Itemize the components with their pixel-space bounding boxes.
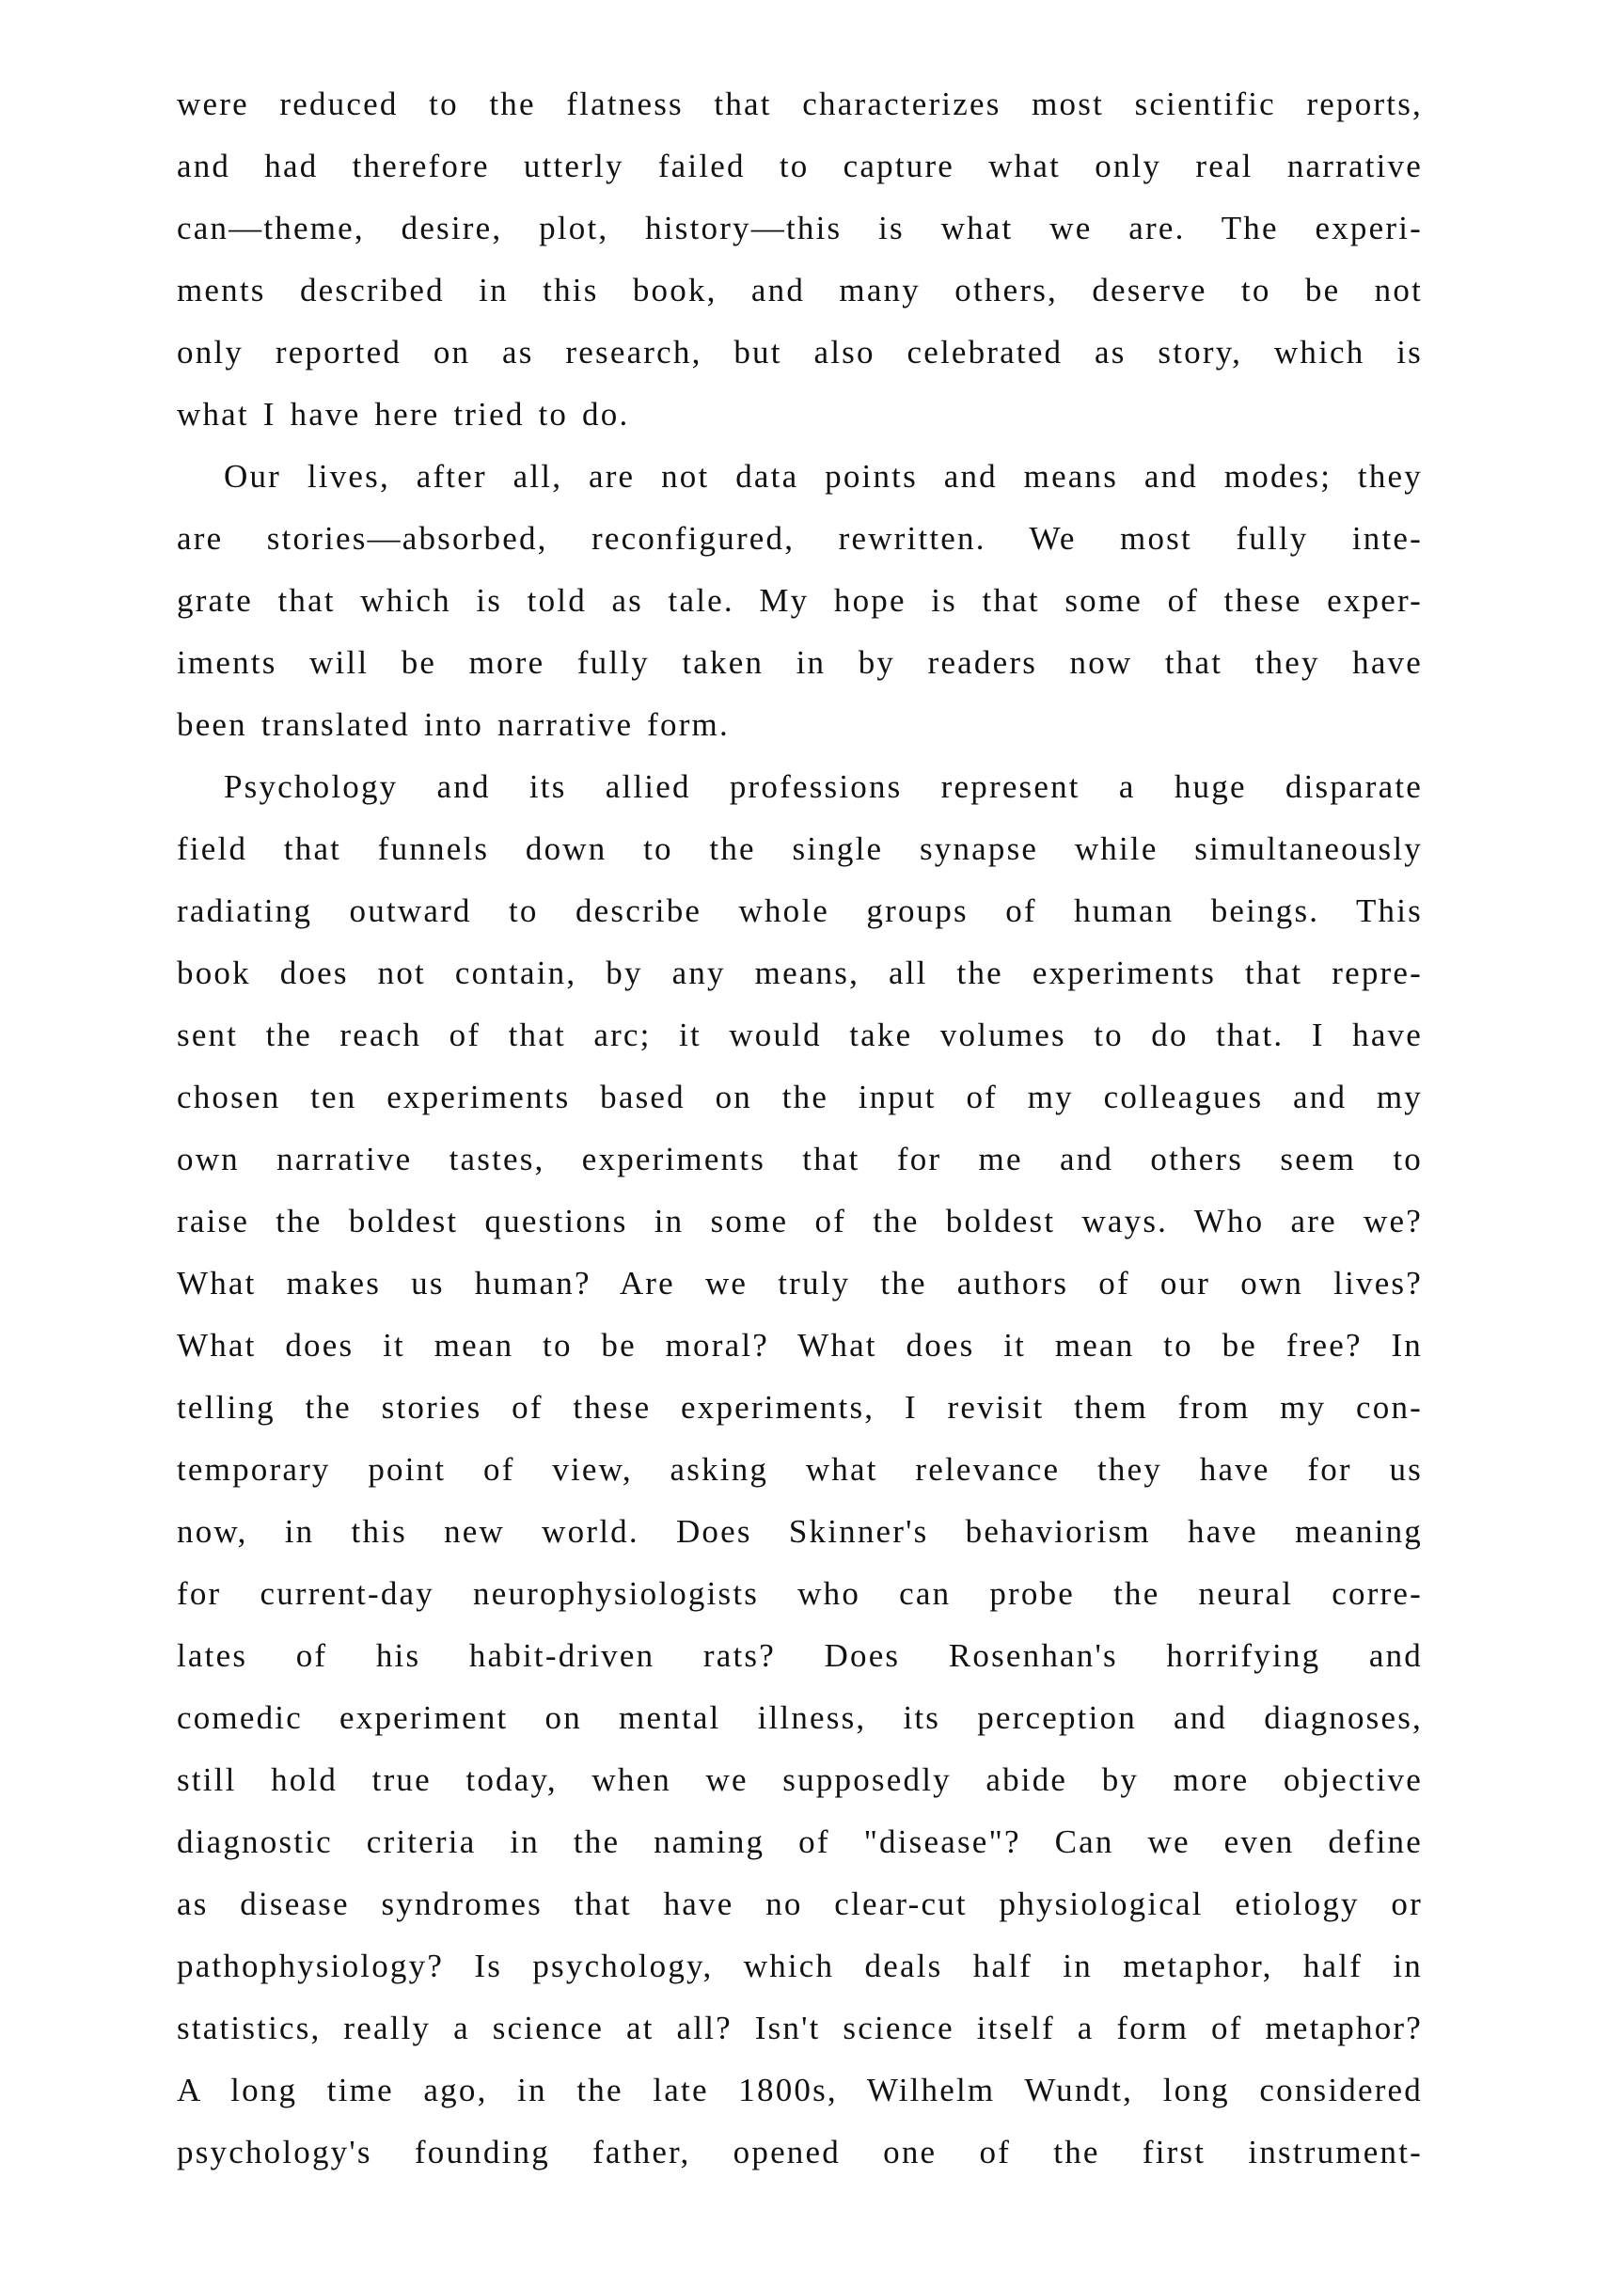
text-line: book does not contain, by any means, all the experiments that repre- [177,955,1423,991]
paragraph-3 [177,756,1423,2184]
text-line: ments described in this book, and many others, deserve to be not [177,272,1423,308]
text-line: What does it mean to be moral? What does it mean to be free? In [177,1327,1423,1364]
paragraph-1 [177,73,1423,446]
text-line: can—theme, desire, plot, history—this is what we are. The experi- [177,210,1423,246]
text-line: diagnostic criteria in the naming of "disease"? Can we even define [177,1823,1423,1860]
text-line: are stories—absorbed, reconfigured, rewritten. We most fully inte- [177,520,1423,557]
text-line: Our lives, after all, are not data points and means and modes; they [224,458,1423,495]
text-line: comedic experiment on mental illness, its perception and diagnoses, [177,1699,1423,1736]
text-line: own narrative tastes, experiments that for me and others seem to [177,1141,1423,1177]
text-line: statistics, really a science at all? Isn't science itself a form of metaphor? [177,2010,1423,2046]
paragraph-2 [177,446,1423,756]
text-line: psychology's founding father, opened one of the first instrument- [177,2134,1423,2170]
text-line: telling the stories of these experiments, I revisit them from my con- [177,1389,1423,1426]
text-line: lates of his habit-driven rats? Does Rosenhan's horrifying and [177,1637,1423,1674]
text-line: sent the reach of that arc; it would take volumes to do that. I have [177,1017,1423,1053]
text-line: A long time ago, in the late 1800s, Wilhelm Wundt, long considered [177,2072,1423,2108]
text-line: grate that which is told as tale. My hope is that some of these exper- [177,582,1423,619]
text-line: chosen ten experiments based on the input of my colleagues and my [177,1079,1423,1115]
document-page [177,73,1423,2184]
text-line: temporary point of view, asking what relevance they have for us [177,1451,1423,1488]
text-line: been translated into narrative form. [177,706,730,743]
text-line: still hold true today, when we supposedly abide by more objective [177,1761,1423,1798]
text-line: radiating outward to describe whole groups of human beings. This [177,892,1423,929]
text-line: only reported on as research, but also celebrated as story, which is [177,334,1423,371]
text-line: as disease syndromes that have no clear-cut physiological etiology or [177,1886,1423,1922]
text-line: raise the boldest questions in some of the boldest ways. Who are we? [177,1203,1423,1239]
text-line: what I have here tried to do. [177,396,630,433]
text-line: iments will be more fully taken in by readers now that they have [177,644,1423,681]
text-line: now, in this new world. Does Skinner's behaviorism have meaning [177,1513,1423,1550]
text-line: What makes us human? Are we truly the authors of our own lives? [177,1265,1423,1302]
text-line: pathophysiology? Is psychology, which deals half in metaphor, half in [177,1948,1423,1984]
text-line: for current-day neurophysiologists who can probe the neural corre- [177,1575,1423,1612]
text-line: field that funnels down to the single synapse while simultaneously [177,830,1423,867]
text-line: and had therefore utterly failed to capture what only real narrative [177,148,1423,184]
text-line: were reduced to the flatness that characterizes most scientific reports, [177,86,1423,122]
text-line: Psychology and its allied professions represent a huge disparate [224,768,1423,805]
